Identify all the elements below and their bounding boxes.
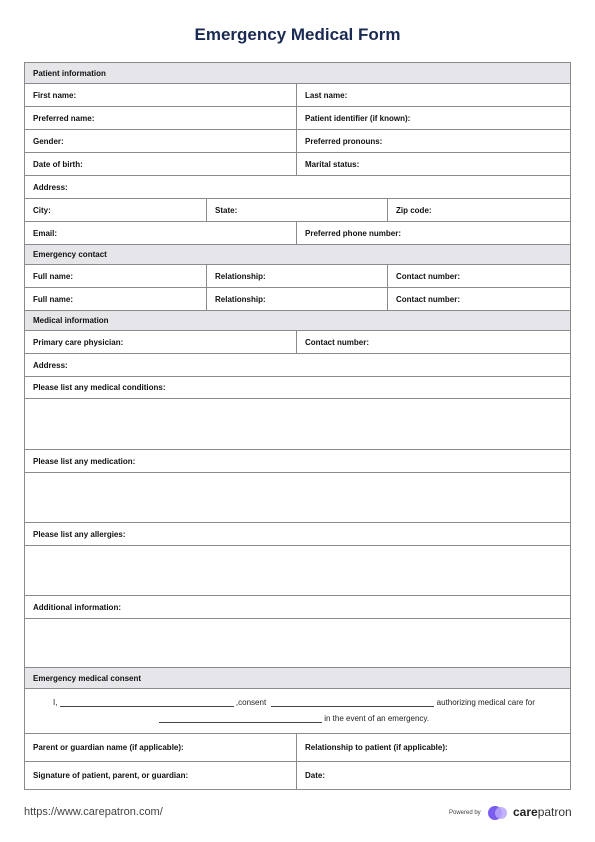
consent-patient-blank[interactable] [159, 714, 322, 723]
physician-field[interactable]: Primary care physician: [25, 331, 297, 353]
additional-label: Additional information: [33, 602, 121, 612]
section-header-emergency [25, 245, 570, 265]
preferred-phone-field[interactable]: Preferred phone number: [305, 228, 402, 238]
consent-party-blank[interactable] [271, 698, 434, 707]
relationship-to-patient-field[interactable]: Relationship to patient (if applicable): [305, 743, 448, 752]
conditions-textarea[interactable] [25, 399, 570, 450]
signature-field[interactable]: Signature of patient, parent, or guardian: [25, 762, 297, 789]
section-label: Medical information [33, 316, 109, 325]
email-field[interactable]: Email: [25, 222, 297, 244]
consent-emergency: in the event of an emergency. [324, 714, 430, 723]
row-preferred [25, 107, 570, 130]
preferred-pronouns-field[interactable]: Preferred pronouns: [305, 136, 383, 146]
patient-identifier-field[interactable]: Patient identifier (if known): [305, 113, 411, 123]
row-gender [25, 130, 570, 153]
row-med-address [25, 354, 570, 377]
medication-textarea[interactable] [25, 473, 570, 523]
consent-i: I, [53, 698, 58, 707]
medication-label: Please list any medication: [33, 456, 136, 466]
additional-area[interactable] [25, 619, 570, 667]
date-field[interactable]: Date: [305, 771, 326, 780]
brand-name [513, 805, 572, 819]
section-header-patient [25, 63, 570, 84]
row-name [25, 84, 570, 107]
first-name-field[interactable]: First name: [25, 84, 297, 106]
row-address [25, 176, 570, 199]
allergies-label: Please list any allergies: [33, 529, 126, 539]
gender-field[interactable]: Gender: [25, 130, 297, 152]
consent-block [25, 689, 570, 734]
section-label: Emergency contact [33, 250, 107, 259]
marital-status-field[interactable]: Marital status: [305, 159, 360, 169]
allergies-textarea[interactable] [25, 546, 570, 596]
carepatron-logo-icon [488, 804, 508, 822]
form-title: Emergency Medical Form [194, 25, 401, 44]
physician-contact-field[interactable]: Contact number: [305, 337, 369, 347]
address-field[interactable]: Address: [33, 182, 68, 192]
row-city [25, 199, 570, 222]
additional-textarea[interactable] [25, 619, 570, 668]
consent-line-2 [159, 714, 429, 723]
contact-1-relationship-field[interactable]: Relationship: [207, 265, 388, 287]
row-medication-label [25, 450, 570, 473]
row-email [25, 222, 570, 245]
emergency-medical-form [24, 62, 571, 790]
consent-authorizing: authorizing medical care for [436, 698, 535, 707]
row-contact-1 [25, 265, 570, 288]
consent-name-blank[interactable] [60, 698, 234, 707]
conditions-label: Please list any medical conditions: [33, 383, 166, 392]
footer-url-link[interactable]: https://www.carepatron.com/ [24, 806, 163, 818]
preferred-name-field[interactable]: Preferred name: [25, 107, 297, 129]
section-label: Emergency medical consent [33, 673, 142, 683]
conditions-area[interactable] [25, 399, 570, 449]
city-field[interactable]: City: [25, 199, 207, 221]
zip-field[interactable]: Zip code: [396, 205, 432, 215]
contact-2-relationship-field[interactable]: Relationship: [207, 288, 388, 310]
contact-2-full-name-field[interactable]: Full name: [25, 288, 207, 310]
section-header-consent [25, 668, 570, 689]
state-field[interactable]: State: [207, 199, 388, 221]
powered-by-label: Powered by [449, 810, 481, 816]
row-physician [25, 331, 570, 354]
contact-2-number-field[interactable]: Contact number: [396, 294, 460, 304]
brand-care: care [513, 805, 538, 819]
row-dob [25, 153, 570, 176]
allergies-area[interactable] [25, 546, 570, 595]
row-guardian [25, 734, 570, 762]
last-name-field[interactable]: Last name: [305, 90, 348, 100]
section-label: Patient information [33, 68, 106, 78]
guardian-name-field[interactable]: Parent or guardian name (if applicable): [25, 734, 297, 761]
row-allergies-label [25, 523, 570, 546]
medication-area[interactable] [25, 473, 570, 522]
contact-1-number-field[interactable]: Contact number: [396, 271, 460, 281]
dob-field[interactable]: Date of birth: [25, 153, 297, 175]
row-signature [25, 762, 570, 789]
row-conditions-label [25, 377, 570, 399]
contact-1-full-name-field[interactable]: Full name: [25, 265, 207, 287]
row-additional-label [25, 596, 570, 619]
medical-address-field[interactable]: Address: [33, 360, 68, 370]
consent-line-1 [53, 698, 535, 707]
row-contact-2 [25, 288, 570, 311]
consent-word: ,consent [235, 698, 267, 707]
section-header-medical [25, 311, 570, 331]
brand-patron: patron [537, 805, 572, 819]
